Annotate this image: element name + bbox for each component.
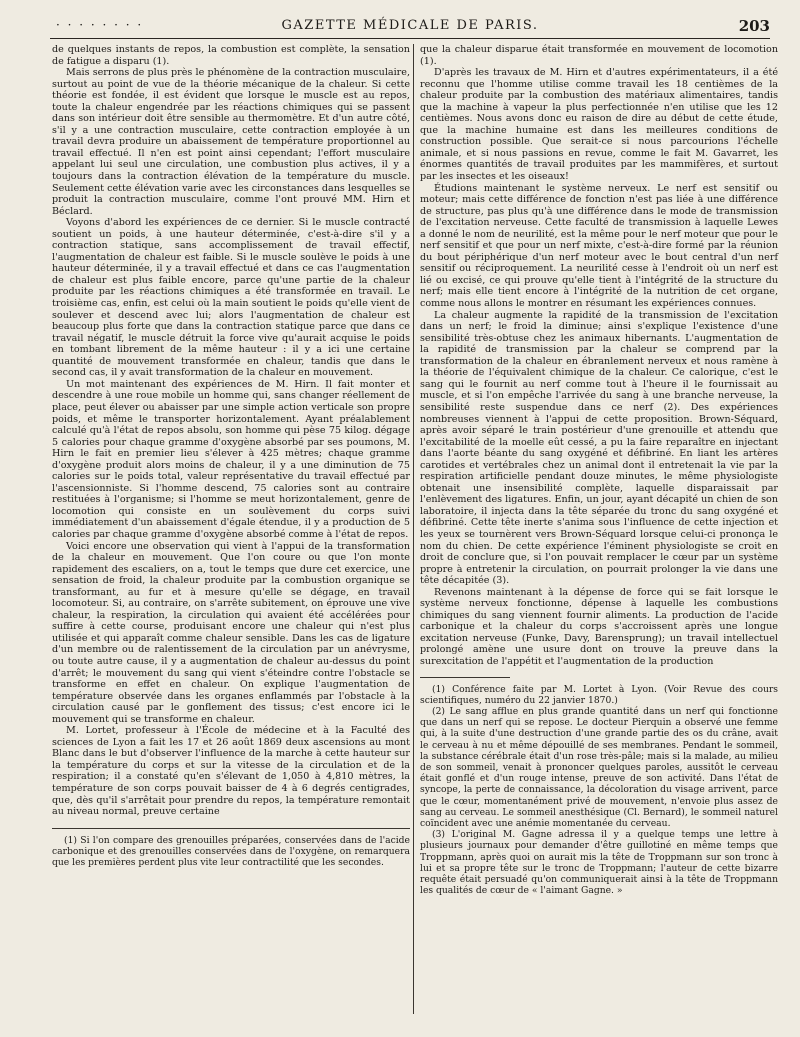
paragraph: M. Lortet, professeur à l'École de médecine et à la Faculté des sciences de Lyon a fait les 17 et 26 août 1869 deux ascensions au mont Blanc dans le but d'observer l'influence de la marche à cette hauteur sur la température du corps et sur la vitesse de la circulation et de la respiration; il a constaté qu'en s'élevant de 1,050 à 4,810 mètres, la température de son corps pouvait baisser de 4 à 6 degrés centigrades, que, dès qu'il s'arrêtait pour prendre du repos, la température remontait au niveau normal, preuve certaine <box>52 725 410 818</box>
footnote-divider <box>52 828 410 829</box>
paragraph: Étudions maintenant le système nerveux. Le nerf est sensitif ou moteur; mais cette différence de fonction n'est pas liée à une différence de structure, pas plus qu'à une différence dans le mode de transmission de l'excitation nerveuse. Cette faculté de transmission à laquelle Lewes a donné le nom de neurilité, est la même pour le nerf moteur que pour le nerf sensitif et que pour un nerf mixte, c'est-à-dire formé par la réunion du bout périphérique d'un nerf moteur avec le bout central d'un nerf sensitif ou réciproquement. La neurilité cesse à l'endroit où un nerf est lié ou excisé, ce qui prouve qu'elle tient à l'intégrité de la structure du nerf; mais elle tient encore à l'intégrité de la nutrition de cet organe, comme nous allons le montrer en résumant les expériences connues. <box>420 182 778 310</box>
footnote: (3) L'original M. Gagne adressa il y a quelque temps une lettre à plusieurs journaux pour demander d'être guillotiné en même temps que Troppmann, après quoi on aurait mis la tête de Troppmann sur son tronc à lui et sa propre tête sur le tronc de Troppmann; l'auteur de cette bizarre requête était persuadé qu'on communiquerait ainsi à la tête de Troppmann les qualités de cœur de « l'aimant Gagne. » <box>420 829 778 897</box>
footnote: (2) Le sang afflue en plus grande quantité dans un nerf qui fonctionne que dans un nerf qui se repose. Le docteur Pierquin a observé une femme qui, à la suite d'une destruction d'une grande partie des os du crâne, avait le cerveau à nu et même dépouillé de ses membranes. Pendant le sommeil, la substance cérébrale était d'un rose très-pâle; mais si la malade, au milieu de son sommeil, venait à prononcer quelques paroles, aussitôt le cerveau était gonflé et d'un rouge intense, preuve de son activité. Dans l'état de syncope, la perte de connaissance, la décoloration du visage arrivent, parce que le cœur, momentanément privé de mouvement, n'envoie plus assez de sang au cerveau. Le sommeil anesthésique (Cl. Bernard), le sommeil naturel coïncident avec une anémie momentanée du cerveau. <box>420 705 778 829</box>
paragraph: Voyons d'abord les expériences de ce dernier. Si le muscle contracté soutient un poids, à une hauteur déterminée, c'est-à-dire s'il y a contraction statique, sans accomplissement de travail effectif, l'augmentation de chaleur est faible. Si le muscle soulève le poids à une hauteur déterminée, il y a travail effectué et dans ce cas l'augmentation de chaleur est plus faible encore, parce qu'une partie de la chaleur produite par les réactions chimiques a été transformée en travail. Le troisième cas, enfin, est celui où la main soutient le poids qu'elle vient de soulever et descend avec lui; alors l'augmentation de chaleur est beaucoup plus forte que dans la contraction statique parce que dans ce travail négatif, le muscle détruit la force vive qu'aurait acquise le poids en tombant librement de la même hauteur : il y a ici une certaine quantité de mouvement transformée en chaleur, tandis que dans le second cas, il y avait transformation de la chaleur en mouvement. <box>52 217 410 379</box>
paragraph: D'après les travaux de M. Hirn et d'autres expérimentateurs, il a été reconnu que l'homme utilise comme travail les 18 centièmes de la chaleur produite par la combustion des matériaux alimentaires, tandis que la machine à vapeur la plus perfectionnée n'en utilise que les 12 centièmes. Nous avons donc eu raison de dire au début de cette étude, que la machine humaine est dans les meilleures conditions de construction possible. Que serait-ce si nous parcourions l'échelle animale, et si nous passions en revue, comme le fait M. Gavarret, les énormes quantités de travail produites par les mammifères, et surtout par les insectes et les oiseaux! <box>420 67 778 183</box>
paragraph: de quelques instants de repos, la combustion est complète, la sensation de fatigue a disparu (1). <box>52 44 410 67</box>
left-column <box>52 44 410 868</box>
footnote: (1) Conférence faite par M. Lortet à Lyon. (Voir Revue des cours scientifiques, numéro du 22 janvier 1870.) <box>420 683 778 706</box>
paragraph: Mais serrons de plus près le phénomène de la contraction musculaire, surtout au point de vue de la théorie mécanique de la chaleur. Si cette théorie est fondée, il est évident que lorsque le muscle est au repos, toute la chaleur engendrée par les réactions chimiques qui se passent dans son intérieur doit être sensible au thermomètre. Et d'un autre côté, s'il y a une contraction musculaire, cette contraction employée à un travail devra produire un abaissement de température proportionnel au travail effectué. Il n'en est point ainsi cependant; l'effort musculaire appelant lui seul une circulation, une combustion plus actives, il y a toujours dans la contraction élévation de la température du muscle. Seulement cette élévation varie avec les circonstances dans lesquelles se produit la contraction musculaire, comme l'ont prouvé MM. Hirn et Béclard. <box>52 67 410 217</box>
page-header <box>50 16 770 39</box>
header-ornament: · · · · · · · · <box>56 18 144 32</box>
journal-title: GAZETTE MÉDICALE DE PARIS. <box>281 18 539 33</box>
paragraph: Revenons maintenant à la dépense de force qui se fait lorsque le système nerveux fonctionne, dépense à laquelle les combustions chimiques du sang viennent fournir aliments. La production de l'acide carbonique et la chaleur du corps s'accroissent après une longue excitation nerveuse (Funke, Davy, Barensprung); un travail intellectuel prolongé amène une usure dont on trouve la preuve dans la surexcitation de l'appétit et l'augmentation de la production <box>420 586 778 667</box>
footnote-divider <box>420 677 510 678</box>
footnotes <box>420 684 778 897</box>
paragraph: Voici encore une observation qui vient à l'appui de la transformation de la chaleur en mouvement. Que l'on coure ou que l'on monte rapidement des escaliers, on a, tout le temps que dure cet exercice, une sensation de froid, la chaleur produite par la combustion organique se transformant, au fur et à mesure qu'elle se dégage, en travail locomoteur. Si, au contraire, on s'arrête subitement, on éprouve une vive chaleur, la respiration, la circulation qui avaient été accélérées pour suffire à cette course, produisant encore une chaleur qui n'est plus utilisée et qui apparaît comme chaleur sensible. Dans les cas de ligature d'un membre ou de ralentissement de la circulation par un anévrysme, ou toute autre cause, il y a augmentation de chaleur au-dessus du point d'arrêt; le mouvement du sang qui vient s'éteindre contre l'obstacle se transforme en effet en chaleur. On explique l'augmentation de température observée dans les organes enflammés par l'obstacle à la circulation causé par le gonflement des tissus; c'est encore ici le mouvement qui se transforme en chaleur. <box>52 540 410 725</box>
right-column <box>420 44 778 896</box>
column-divider <box>413 44 414 1014</box>
paragraph: La chaleur augmente la rapidité de la transmission de l'excitation dans un nerf; le froid la diminue; ainsi s'explique l'existence d'une sensibilité très-obtuse chez les animaux hibernants. L'augmentation de la rapidité de transmission par la chaleur se comprend par la transformation de la chaleur en ébranlement nerveux et nous ramène à la théorie de l'équivalent chimique de la chaleur. Ce calorique, c'est le sang qui le fournit au nerf comme tout à l'heure il le fournissait au muscle, et si l'on empêche l'arrivée du sang à une branche nerveuse, la sensibilité reste suspendue dans ce nerf (2). Des expériences nombreuses viennent à l'appui de cette proposition. Brown-Séquard, après avoir séparé le train postérieur d'une grenouille et attendu que l'excitabilité de la moelle eût cessé, a pu la faire reparaître en injectant dans l'aorte béante du sang oxygéné et défibriné. En liant les artères carotides et vertébrales chez un animal dont il entretenait la vie par la respiration artificielle pendant douze minutes, le même physiologiste obtenait une insensibilité complète, laquelle disparaissait par l'enlèvement des ligatures. Enfin, un jour, ayant décapité un chien de son laboratoire, il injecta dans la tête séparée du tronc du sang oxygéné et défibriné. Cette tête inerte s'anima sous l'influence de cette injection et les yeux se tournèrent vers Brown-Séquard lorsque celui-ci prononça le nom du chien. De cette expérience l'éminent physiologiste se croit en droit de conclure que, si l'on pouvait remplacer le cœur par un système propre à entretenir la circulation, on pourrait prolonger la vie dans une tête décapitée (3). <box>420 309 778 587</box>
footnote: (1) Si l'on compare des grenouilles préparées, conservées dans de l'acide carbonique et des grenouilles conservées dans de l'oxygène, on remarquera que les premières perdent plus vite leur contractilité que les secondes. <box>52 834 410 869</box>
paragraph: que la chaleur disparue était transformée en mouvement de locomotion (1). <box>420 44 778 67</box>
paragraph: Un mot maintenant des expériences de M. Hirn. Il fait monter et descendre à une roue mobile un homme qui, sans changer réellement de place, peut élever ou abaisser par une simple action verticale son propre poids, et même le transporter horizontalement. Ayant préalablement calculé qu'à l'état de repos absolu, son homme qui pèse 75 kilog. dégage 5 calories pour chaque gramme d'oxygène absorbé par ses poumons, M. Hirn le fait en premier lieu s'élever à 425 mètres; chaque gramme d'oxygène produit alors moins de chaleur, il y a une diminution de 75 calories sur le poids total, valeur représentative du travail effectué par l'ascensionniste. Si l'homme descend, 75 calories sont au contraire restituées à l'organisme; si l'homme se meut horizontalement, genre de locomotion qui consiste en un soulèvement du corps suivi immédiatement d'un abaissement d'égale étendue, il y a production de 5 calories par chaque gramme d'oxygène absorbé comme à l'état de repos. <box>52 378 410 540</box>
page-number: 203 <box>738 17 770 35</box>
footnotes <box>52 835 410 869</box>
